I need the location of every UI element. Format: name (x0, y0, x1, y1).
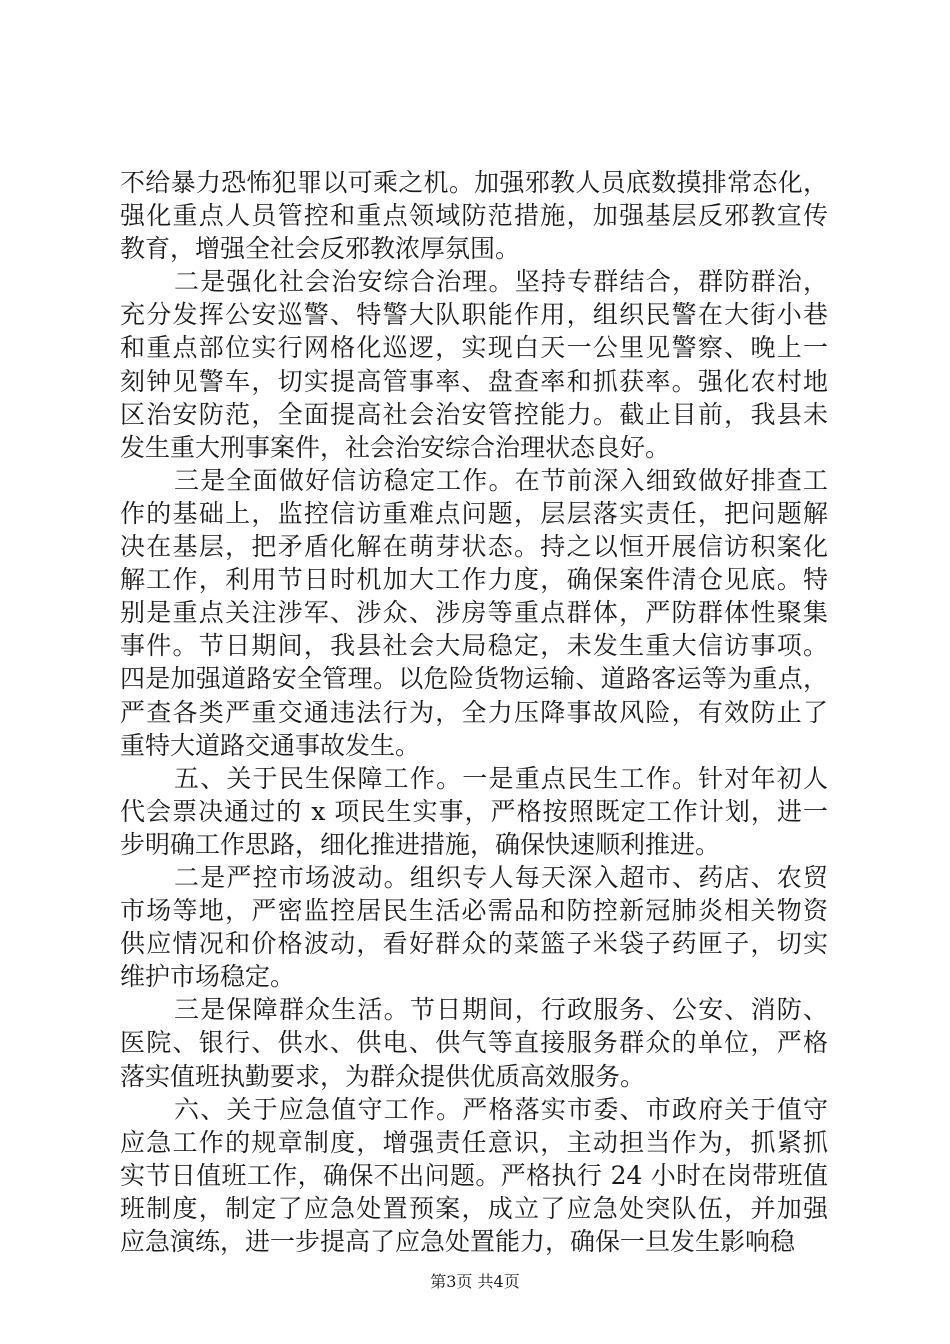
text-line: 维护市场稳定。 (120, 962, 296, 992)
text-line: 步明确工作思路，细化推进措施，确保快速顺利推进。 (120, 829, 721, 859)
text-line: 供应情况和价格波动，看好群众的菜篮子米袋子药匣子，切实 (120, 929, 828, 959)
document-body (120, 166, 828, 1258)
text-line: 五、关于民生保障工作。一是重点民生工作。针对年初人 (174, 763, 828, 793)
text-line: 强化重点人员管控和重点领域防范措施，加强基层反邪教宣传 (120, 201, 828, 231)
paragraph (120, 166, 828, 265)
paragraph (120, 265, 828, 464)
paragraph (120, 464, 828, 762)
paragraph (120, 1093, 828, 1258)
text-line: 市场等地，严密监控居民生活必需品和防控新冠肺炎相关物资 (120, 896, 828, 926)
text-line: 发生重大刑事案件，社会治安综合治理状态良好。 (120, 432, 671, 462)
text-line: 代会票决通过的 x 项民生实事，严格按照既定工作计划，进一 (120, 796, 828, 826)
text-line: 三是全面做好信访稳定工作。在节前深入细致做好排查工 (174, 465, 828, 495)
text-line: 实节日值班工作，确保不出问题。严格执行 24 小时在岗带班值 (120, 1160, 828, 1190)
text-line: 四是加强道路安全管理。以危险货物运输、道路客运等为重点， (120, 664, 828, 694)
paragraph (120, 861, 828, 993)
text-line: 严查各类严重交通违法行为，全力压降事故风险，有效防止了 (120, 697, 828, 727)
text-line: 决在基层，把矛盾化解在萌芽状态。持之以恒开展信访积案化 (120, 532, 828, 562)
text-line: 区治安防范，全面提高社会治安管控能力。截止目前，我县未 (120, 399, 828, 429)
text-line: 应急演练，进一步提高了应急处置能力，确保一旦发生影响稳 (120, 1227, 796, 1256)
page-number-label: 第3页 共4页 (430, 1272, 520, 1291)
text-line: 重特大道路交通事故发生。 (120, 730, 421, 760)
text-line: 解工作，利用节日时机加大工作力度，确保案件清仓见底。特 (120, 565, 828, 595)
text-line: 刻钟见警车，切实提高管事率、盘查率和抓获率。强化农村地 (120, 366, 828, 396)
text-line: 二是严控市场波动。组织专人每天深入超市、药店、农贸 (174, 862, 828, 892)
paragraph (120, 762, 828, 861)
text-line: 六、关于应急值守工作。严格落实市委、市政府关于值守 (174, 1094, 828, 1124)
text-line: 医院、银行、供水、供电、供气等直接服务群众的单位，严格 (120, 1028, 828, 1058)
text-line: 教育，增强全社会反邪教浓厚氛围。 (120, 234, 521, 264)
page-footer (0, 1269, 950, 1292)
text-line: 二是强化社会治安综合治理。坚持专群结合，群防群治， (174, 267, 828, 297)
text-line: 和重点部位实行网格化巡逻，实现白天一公里见警察、晚上一 (120, 333, 828, 363)
text-line: 不给暴力恐怖犯罪以可乘之机。加强邪教人员底数摸排常态化， (120, 168, 828, 197)
text-line: 别是重点关注涉军、涉众、涉房等重点群体，严防群体性聚集 (120, 598, 828, 628)
text-line: 班制度，制定了应急处置预案，成立了应急处突队伍，并加强 (120, 1193, 828, 1223)
text-line: 应急工作的规章制度，增强责任意识，主动担当作为，抓紧抓 (120, 1127, 828, 1157)
text-line: 三是保障群众生活。节日期间，行政服务、公安、消防、 (174, 995, 828, 1025)
text-line: 充分发挥公安巡警、特警大队职能作用，组织民警在大街小巷 (120, 300, 828, 330)
paragraph (120, 993, 828, 1092)
text-line: 落实值班执勤要求，为群众提供优质高效服务。 (120, 1061, 646, 1091)
text-line: 事件。节日期间，我县社会大局稳定，未发生重大信访事项。 (120, 631, 828, 661)
text-line: 作的基础上，监控信访重难点问题，层层落实责任，把问题解 (120, 498, 828, 528)
